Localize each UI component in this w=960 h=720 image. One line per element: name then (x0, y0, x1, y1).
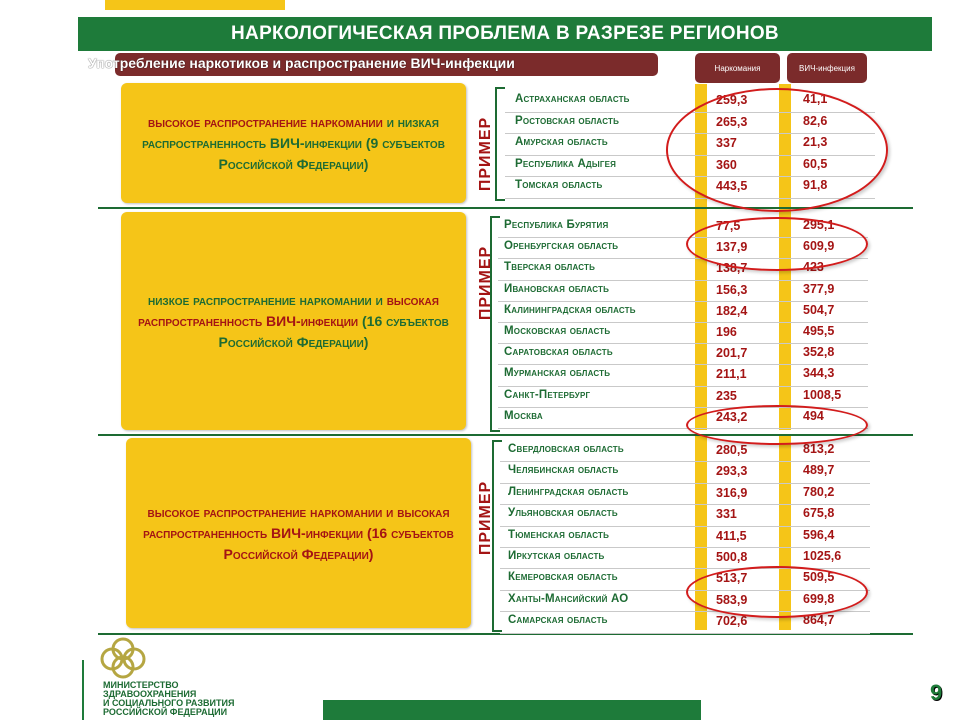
ministry-logo-icon (95, 637, 151, 684)
region-name: Калининградская область (504, 303, 636, 316)
primer-label: ПРИМЕР (477, 245, 494, 321)
hiv-value: 1008,5 (803, 387, 842, 402)
region-name: Свердловская область (508, 443, 624, 455)
region-name: Ульяновская область (508, 507, 618, 520)
narcomania-value: 265,3 (716, 114, 748, 129)
narcomania-value: 293,3 (716, 464, 748, 479)
hiv-value: 780,2 (803, 484, 835, 499)
region-name: Самарская область (508, 614, 608, 627)
hiv-value: 675,8 (803, 506, 835, 521)
narcomania-value: 138,7 (716, 261, 748, 276)
narcomania-value: 360 (716, 157, 737, 172)
column-header-hiv: ВИЧ-инфекция (787, 53, 867, 83)
narcomania-value: 182,4 (716, 303, 748, 318)
hiv-value: 495,5 (803, 324, 835, 338)
group-description-part: низкое распространение наркомании и (148, 291, 387, 308)
region-name: Оренбургская область (504, 240, 619, 253)
hiv-value: 504,7 (803, 302, 835, 317)
hiv-value: 609,9 (803, 239, 835, 254)
group-description-2 (121, 212, 466, 430)
region-name: Москва (504, 409, 543, 422)
ministry-name-line: ЗДРАВООХРАНЕНИЯ (103, 689, 197, 699)
group-description-text (126, 502, 471, 565)
region-name: Тюменская область (508, 528, 610, 541)
narcomania-value: 235 (716, 388, 737, 403)
hiv-value: 295,1 (803, 218, 835, 232)
hiv-value: 489,7 (803, 463, 835, 478)
hiv-value: 91,8 (803, 178, 828, 192)
hiv-value: 699,8 (803, 591, 835, 606)
narcomania-value: 280,5 (716, 443, 748, 457)
narcomania-value: 443,5 (716, 179, 748, 193)
region-name: Кемеровская область (508, 571, 618, 584)
row-divider (498, 301, 868, 302)
row-divider (500, 461, 870, 462)
group-description-part: высокое распространение наркомании (148, 113, 387, 130)
group-description-part: высокое распространение наркомании и высокая распространенность ВИЧ-инфекции (16 субъектов Российской Федерации) (143, 503, 454, 562)
hiv-value: 509,5 (803, 570, 835, 585)
region-name: Московская область (504, 325, 611, 337)
ministry-name-line: РОССИЙСКОЙ ФЕДЕРАЦИИ (103, 707, 228, 717)
group-description-part: высокая распространенность ВИЧ-инфекции (138, 291, 439, 329)
ministry-name-line: И СОЦИАЛЬНОГО РАЗВИТИЯ (103, 698, 235, 708)
narcomania-value: 411,5 (716, 528, 747, 543)
group-description-part: (16 субъектов Российской Федерации) (218, 312, 449, 350)
group-description-text (121, 112, 466, 175)
narcomania-value: 702,6 (716, 614, 748, 629)
narcomania-value: 156,3 (716, 282, 748, 297)
row-divider (498, 280, 868, 281)
narcomania-value: 583,9 (716, 592, 748, 607)
region-name: Санкт-Петербург (504, 388, 591, 401)
narcomania-value: 196 (716, 325, 737, 339)
row-divider (500, 633, 870, 634)
narcomania-value: 243,2 (716, 409, 748, 424)
region-name: Саратовская область (504, 346, 613, 359)
hiv-value: 596,4 (803, 527, 835, 542)
narcomania-value: 259,3 (716, 93, 748, 107)
row-divider (498, 322, 868, 323)
region-name: Ханты-Мансийский АО (508, 592, 629, 605)
highlight-ellipse (686, 566, 868, 618)
region-name: Ростовская область (515, 114, 620, 127)
ministry-name (103, 681, 234, 717)
group-description-part: и низкая распространенность ВИЧ-инфекции (9 субъектов Российской Федерации) (142, 113, 445, 172)
row-divider (500, 526, 870, 527)
narcomania-value: 77,5 (716, 219, 741, 233)
group-bracket (490, 216, 500, 432)
narcomania-value: 500,8 (716, 550, 748, 564)
row-divider (500, 483, 870, 484)
narcomania-value: 331 (716, 507, 737, 522)
hiv-value: 41,1 (803, 92, 828, 106)
group-bracket (492, 440, 502, 632)
region-name: Республика Адыгея (515, 157, 617, 170)
subtitle: Употребление наркотиков и распространение ВИЧ-инфекции (88, 55, 515, 71)
hiv-value: 494 (803, 408, 824, 423)
primer-label: ПРИМЕР (477, 480, 494, 556)
hiv-value: 21,3 (803, 135, 828, 149)
highlight-ellipse (666, 88, 888, 212)
page-number: 9 (930, 680, 943, 705)
hiv-value: 423 (803, 260, 824, 275)
row-divider (498, 364, 868, 365)
region-name: Ленинградская область (508, 485, 629, 498)
hiv-value: 1025,6 (803, 549, 842, 563)
highlight-ellipse (686, 405, 868, 445)
region-name: Иркутская область (508, 550, 605, 562)
region-name: Тверская область (504, 261, 596, 274)
row-divider (498, 343, 868, 344)
hiv-value: 60,5 (803, 156, 828, 171)
region-name: Республика Бурятия (504, 219, 609, 231)
decorative-line (82, 660, 84, 720)
hiv-value: 377,9 (803, 281, 835, 296)
hiv-value: 813,2 (803, 442, 835, 456)
narcomania-value: 137,9 (716, 240, 748, 255)
region-name: Мурманская область (504, 367, 611, 380)
region-name: Томская область (515, 179, 603, 191)
group-bracket (495, 87, 505, 201)
top-accent-strip (105, 0, 285, 10)
group-description-1 (121, 83, 466, 203)
hiv-value: 352,8 (803, 345, 835, 360)
row-divider (500, 547, 870, 548)
narcomania-value: 316,9 (716, 485, 748, 500)
group-description-3 (126, 438, 471, 628)
footer-bar (323, 700, 701, 720)
region-name: Ивановская область (504, 282, 610, 295)
page-title: НАРКОЛОГИЧЕСКАЯ ПРОБЛЕМА В РАЗРЕЗЕ РЕГИОНОВ (78, 17, 932, 51)
region-name: Челябинская область (508, 464, 619, 477)
ministry-name-line: МИНИСТЕРСТВО (103, 680, 179, 690)
row-divider (498, 386, 868, 387)
region-name: Астраханская область (515, 93, 630, 105)
narcomania-value: 513,7 (716, 571, 748, 586)
highlight-ellipse (686, 217, 868, 271)
column-header-narcomania: Наркомания (695, 53, 780, 83)
primer-label: ПРИМЕР (477, 116, 494, 192)
hiv-value: 82,6 (803, 113, 828, 128)
hiv-value: 344,3 (803, 366, 835, 381)
region-name: Амурская область (515, 136, 608, 148)
narcomania-value: 337 (716, 136, 737, 150)
narcomania-value: 201,7 (716, 346, 748, 361)
group-description-text (121, 290, 466, 353)
hiv-value: 864,7 (803, 613, 835, 628)
row-divider (500, 504, 870, 505)
narcomania-value: 211,1 (716, 367, 747, 382)
